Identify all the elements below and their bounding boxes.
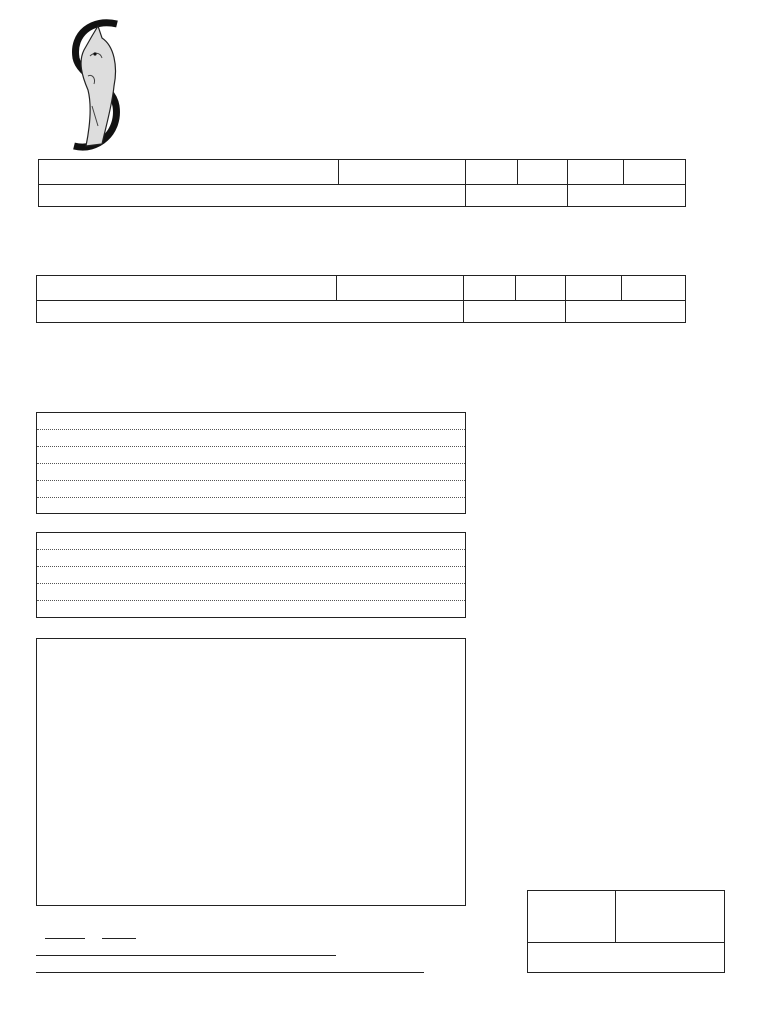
owner-name-field[interactable]	[37, 413, 465, 430]
second-horse-reg-field[interactable]	[336, 276, 464, 301]
first-horse-info-table	[38, 159, 686, 207]
second-horse-sweepstakes-field[interactable]	[622, 276, 686, 301]
trainer-id-row	[37, 550, 465, 567]
trainer-name-field[interactable]	[37, 533, 465, 550]
second-horse-name-field[interactable]	[37, 276, 337, 301]
second-horse-info-table	[36, 275, 686, 323]
ack-trainer-blank[interactable]	[102, 938, 136, 939]
horse-logo	[62, 16, 132, 161]
trainer-box	[36, 532, 466, 618]
entry-number-cell[interactable]	[528, 943, 725, 973]
second-horse-dob-field[interactable]	[464, 276, 516, 301]
second-horse-sire-field[interactable]	[37, 300, 464, 322]
first-horse-reg-field[interactable]	[338, 160, 466, 185]
trainer-address-row	[37, 567, 465, 584]
owner-farm-row	[37, 447, 465, 464]
first-horse-sweepstakes-field[interactable]	[624, 160, 686, 185]
ack-owner-blank[interactable]	[45, 938, 85, 939]
stable-blank[interactable]	[36, 972, 424, 973]
riders-box	[36, 638, 466, 906]
first-horse-sire-field[interactable]	[39, 184, 466, 206]
first-horse-dam-field[interactable]	[466, 184, 568, 206]
first-horse-dob-field[interactable]	[466, 160, 518, 185]
first-horse-color-field[interactable]	[568, 160, 624, 185]
date-received-cell	[616, 891, 725, 943]
email-ack-blank[interactable]	[36, 955, 336, 956]
second-horse-dam-field[interactable]	[464, 300, 566, 322]
first-horse-usdf-field[interactable]	[568, 184, 686, 206]
second-horse-sex-field[interactable]	[516, 276, 566, 301]
office-use-cell	[528, 891, 616, 943]
first-horse-name-field[interactable]	[39, 160, 339, 185]
owner-box	[36, 412, 466, 514]
office-use-table	[527, 890, 725, 973]
owner-id-row	[37, 430, 465, 447]
second-horse-usdf-field[interactable]	[566, 300, 686, 322]
owner-address-row	[37, 464, 465, 481]
first-horse-sex-field[interactable]	[518, 160, 568, 185]
trainer-city-row	[37, 584, 465, 601]
email-ack-row	[36, 947, 336, 959]
second-horse-color-field[interactable]	[566, 276, 622, 301]
stable-row	[36, 964, 424, 976]
ack-row	[36, 930, 136, 942]
owner-city-row	[37, 481, 465, 498]
